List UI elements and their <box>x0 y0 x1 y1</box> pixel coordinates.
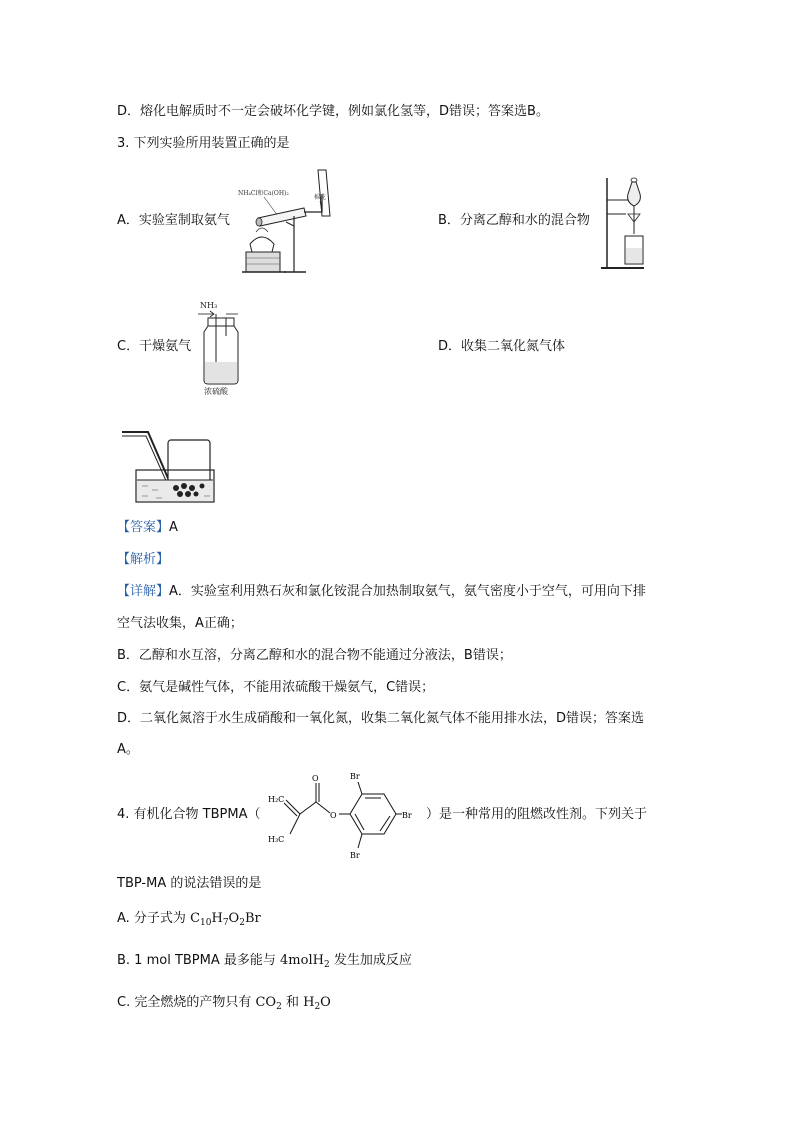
q4-stem-prefix: 4. 有机化合物 TBPMA（ <box>117 807 261 822</box>
q4-stem-suffix: ）是一种常用的阻燃改性剂。下列关于 <box>426 807 648 822</box>
fig-a-reagent-label: NH₄Cl和Ca(OH)₂ <box>238 190 289 197</box>
struct-h2c: H₂C <box>268 795 285 804</box>
q3-detail-c: C．氨气是碱性气体，不能用浓硫酸干燥氨气，C错误； <box>117 680 435 695</box>
struct-br-right: Br <box>402 811 412 820</box>
q3-detail-a: A．实验室利用熟石灰和氯化铵混合加热制取氨气，氨气密度小于空气，可用向下排 <box>169 584 646 599</box>
q3-option-d: D．收集二氧化氮气体 <box>438 339 566 354</box>
struct-h3c: H₃C <box>268 835 285 844</box>
detail-tag: 【详解】 <box>117 584 170 599</box>
drying-bottle-figure <box>192 296 252 396</box>
water-displacement-figure <box>118 428 218 506</box>
q3-option-c: C．干燥氨气 <box>117 339 192 354</box>
q4-stem-line2: TBP-MA 的说法错误的是 <box>117 876 262 891</box>
q3-stem: 3. 下列实验所用装置正确的是 <box>117 136 290 151</box>
q3-answer-line <box>117 519 178 537</box>
q3-detail-b: B．乙醇和水互溶，分离乙醇和水的混合物不能通过分液法，B错误； <box>117 648 512 663</box>
q3-detail-d-line1: D．二氧化氮溶于水生成硝酸和一氧化氮，收集二氧化氮气体不能用排水法，D错误；答案选 <box>117 711 645 726</box>
struct-ester-o: O <box>330 811 337 820</box>
q3-option-a: A．实验室制取氨气 <box>117 213 230 228</box>
fig-c-liquid-label: 浓硫酸 <box>204 387 228 396</box>
struct-br-top: Br <box>350 772 360 781</box>
analysis-tag: 【解析】 <box>117 552 170 567</box>
q3-detail-a-line2: 空气法收集，A正确； <box>117 616 243 631</box>
q4-option-c-and: 和 <box>281 995 304 1010</box>
q4-option-c-prefix: C. 完全燃烧的产物只有 <box>117 995 256 1010</box>
q3-answer: A <box>169 520 178 535</box>
q4-option-b-formula: 4molH$_2$ <box>280 953 330 970</box>
q4-option-a <box>117 910 261 928</box>
answer-tag: 【答案】 <box>117 520 170 535</box>
q4-option-b-suffix: 发生加成反应 <box>329 953 412 968</box>
q4-option-b-prefix: B. 1 mol TBPMA 最多能与 <box>117 953 281 968</box>
q3-option-b: B．分离乙醇和水的混合物 <box>438 213 590 228</box>
q4-option-a-formula: $C_{10}H_7O_2Br$ <box>190 911 261 928</box>
tbpma-structure-figure <box>268 772 426 862</box>
separatory-funnel-figure <box>598 172 648 272</box>
struct-carbonyl-o: O <box>312 774 319 783</box>
fig-a-cotton-label: 棉花 <box>314 194 327 201</box>
ammonia-prep-apparatus-figure <box>236 166 346 276</box>
fig-c-gas-label: NH₃ <box>200 301 218 310</box>
q4-option-c <box>117 994 331 1012</box>
q3-detail-a-line1 <box>117 583 646 601</box>
q4-option-c-formula2: $H_2O$ <box>303 995 331 1012</box>
q4-option-b <box>117 952 412 970</box>
q4-option-a-prefix: A. 分子式为 <box>117 911 191 926</box>
prev-option-d: D．熔化电解质时不一定会破坏化学键，例如氯化氢等，D错误；答案选B。 <box>117 104 549 119</box>
q4-option-c-formula1: $CO_2$ <box>255 995 282 1012</box>
q3-detail-d-line2: A。 <box>117 742 139 757</box>
struct-br-bottom: Br <box>350 851 360 860</box>
